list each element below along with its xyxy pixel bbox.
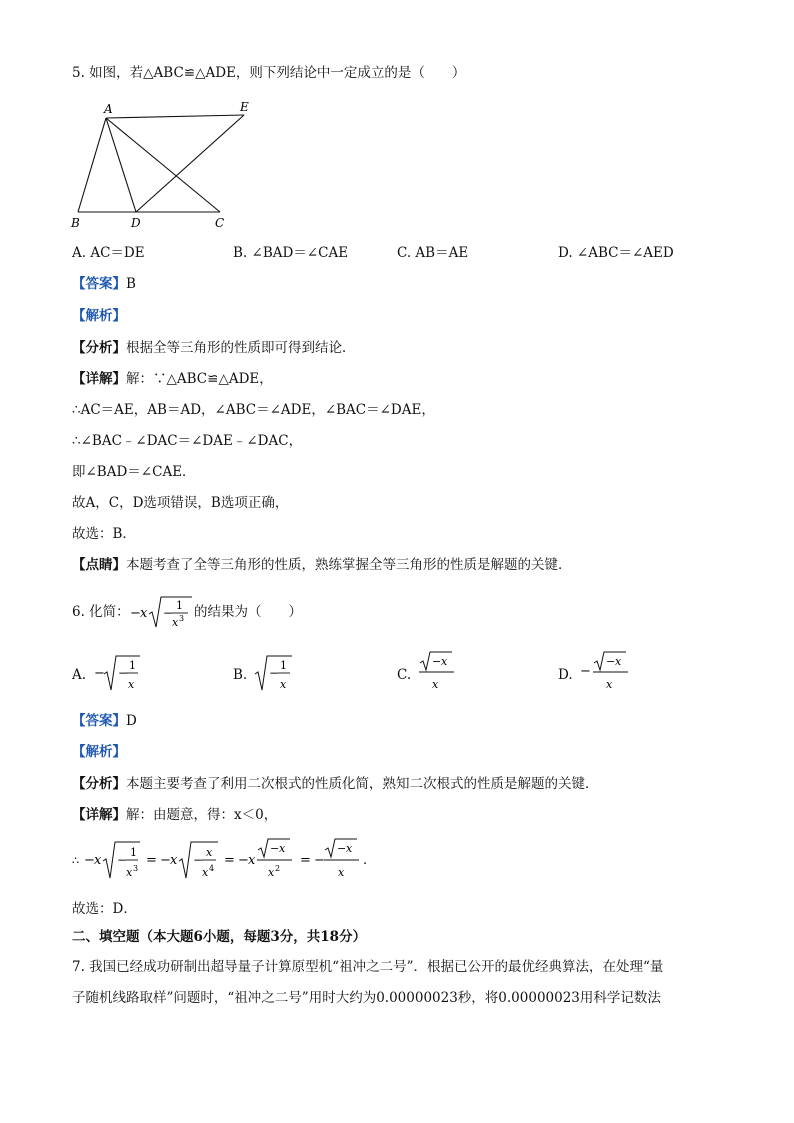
svg-text:∴: ∴	[72, 854, 79, 867]
q6-final: 故选：D．	[72, 901, 137, 917]
svg-text:−: −	[580, 664, 591, 679]
svg-text:−: −	[314, 853, 325, 868]
svg-text:.: .	[363, 853, 368, 868]
svg-text:3: 3	[133, 864, 139, 873]
svg-text:−: −	[337, 842, 347, 855]
dianjing-tag: 【点睛】	[72, 557, 126, 573]
svg-text:x: x	[170, 853, 178, 868]
answer-tag: 【答案】	[72, 276, 126, 292]
q6-option-b: B.	[233, 667, 248, 683]
answer-value: D	[126, 713, 137, 729]
q6-xiangjie	[72, 806, 277, 824]
q5-step-5: 故选：B．	[72, 526, 136, 542]
answer-value: B	[126, 276, 136, 292]
svg-text:x: x	[441, 655, 448, 668]
svg-text:x: x	[94, 853, 102, 868]
answer-tag: 【答案】	[72, 713, 126, 729]
q7-line-2: 子随机线路取样”问题时，“祖冲之二号”用时大约为0.00000023秒，将0.00000023用科学记数法	[72, 990, 661, 1006]
fenxi-text: 根据全等三角形的性质即可得到结论．	[126, 340, 356, 356]
q6-answer	[72, 712, 137, 730]
svg-text:−: −	[432, 655, 442, 668]
fenxi-tag: 【分析】	[72, 340, 126, 356]
q5-answer	[72, 275, 136, 293]
svg-text:x: x	[606, 678, 613, 691]
point-b-label: B	[71, 216, 80, 230]
svg-text:4: 4	[209, 864, 215, 873]
q5-step-1: ∴AC＝AE，AB＝AD，∠ABC＝∠ADE，∠BAC＝∠DAE，	[72, 402, 435, 418]
svg-text:=: =	[224, 853, 235, 868]
q6-prompt	[72, 603, 130, 621]
point-a-label: A	[104, 102, 113, 116]
q5-option-c: C. AB＝AE	[397, 245, 469, 261]
svg-text:−: −	[118, 666, 129, 680]
svg-text:1: 1	[129, 659, 136, 672]
svg-text:−: −	[270, 842, 280, 855]
q6-prompt-suffix: 的结果为（ ）	[194, 604, 302, 620]
q6-option-d: D.	[558, 667, 573, 683]
q6-analysis	[72, 743, 126, 761]
q5-dianjing	[72, 556, 572, 574]
svg-text:1: 1	[280, 659, 287, 672]
q5-step-2: ∴∠BAC﹣∠DAC＝∠DAE﹣∠DAC，	[72, 433, 303, 449]
q5-option-d: D. ∠ABC＝∠AED	[558, 245, 674, 261]
svg-text:−: −	[117, 853, 128, 867]
analysis-tag: 【解析】	[72, 308, 126, 324]
svg-text:x: x	[206, 846, 213, 859]
point-e-label: E	[240, 100, 249, 114]
q5-step-4: 故A，C，D选项错误，B选项正确，	[72, 495, 289, 511]
q6-fenxi	[72, 775, 599, 793]
fenxi-tag: 【分析】	[72, 776, 126, 792]
svg-text:x: x	[268, 866, 275, 879]
xiangjie-tag: 【详解】	[72, 807, 126, 823]
point-c-label: C	[215, 216, 225, 230]
section-title: 二、填空题（本大题6小题，每题3分，共18分）	[72, 929, 367, 945]
svg-text:x: x	[432, 678, 439, 691]
svg-text:x: x	[172, 616, 179, 629]
q7-line-1: 7. 我国已经成功研制出超导量子计算原型机“祖冲之二号”．根据已公开的最优经典算法，在处理“量	[72, 959, 664, 975]
svg-text:1: 1	[176, 599, 183, 612]
svg-text:x: x	[140, 606, 148, 621]
svg-text:x: x	[346, 842, 353, 855]
svg-text:1: 1	[130, 846, 137, 859]
svg-text:−: −	[606, 655, 616, 668]
svg-text:x: x	[280, 678, 287, 691]
point-d-label: D	[131, 216, 141, 230]
dianjing-text: 本题考查了全等三角形的性质，熟练掌握全等三角形的性质是解题的关键．	[126, 557, 572, 573]
svg-text:3: 3	[179, 614, 185, 623]
q6-option-a: A.	[72, 667, 87, 683]
xiangjie-text: 解：由题意，得：x＜0，	[126, 807, 278, 823]
svg-text:=: =	[300, 853, 311, 868]
q6-option-b-expr	[252, 652, 300, 696]
analysis-tag: 【解析】	[72, 744, 126, 760]
q5-xiangjie	[72, 370, 273, 388]
q6-option-c: C.	[397, 667, 412, 683]
svg-text:2: 2	[275, 864, 281, 873]
q5-option-b: B. ∠BAD＝∠CAE	[233, 245, 349, 261]
q5-option-a: A. AC＝DE	[72, 245, 145, 261]
xiangjie-text: 解：∵△ABC≌△ADE，	[126, 371, 273, 387]
svg-text:x: x	[279, 842, 286, 855]
q5-triangle-figure	[66, 96, 266, 232]
q6-option-a-expr	[92, 652, 148, 696]
svg-text:−: −	[163, 606, 174, 620]
q6-prompt-prefix: 6. 化简：	[72, 604, 130, 620]
q5-analysis	[72, 307, 126, 325]
q5-prompt: 5. 如图，若△ABC≌△ADE，则下列结论中一定成立的是（ ）	[72, 65, 466, 81]
svg-text:=: =	[146, 853, 157, 868]
q6-option-c-expr	[416, 650, 460, 696]
q5-fenxi	[72, 339, 356, 357]
svg-text:x: x	[202, 866, 209, 879]
xiangjie-tag: 【详解】	[72, 371, 126, 387]
q5-step-3: 即∠BAD＝∠CAE．	[72, 464, 196, 480]
svg-text:−: −	[193, 853, 204, 867]
svg-text:x: x	[248, 853, 256, 868]
svg-text:x: x	[615, 655, 622, 668]
q6-option-d-expr	[578, 650, 634, 696]
svg-text:−: −	[269, 666, 280, 680]
svg-text:x: x	[126, 866, 133, 879]
svg-text:−: −	[84, 853, 95, 868]
svg-text:x: x	[338, 866, 345, 879]
svg-text:−: −	[94, 666, 105, 681]
fenxi-text: 本题主要考查了利用二次根式的性质化简，熟知二次根式的性质是解题的关键．	[126, 776, 599, 792]
svg-text:−: −	[130, 606, 141, 621]
svg-text:−: −	[160, 853, 171, 868]
q6-derivation	[72, 836, 372, 884]
svg-text:x: x	[128, 678, 135, 691]
q6-expression	[128, 594, 198, 632]
svg-text:−: −	[238, 853, 249, 868]
